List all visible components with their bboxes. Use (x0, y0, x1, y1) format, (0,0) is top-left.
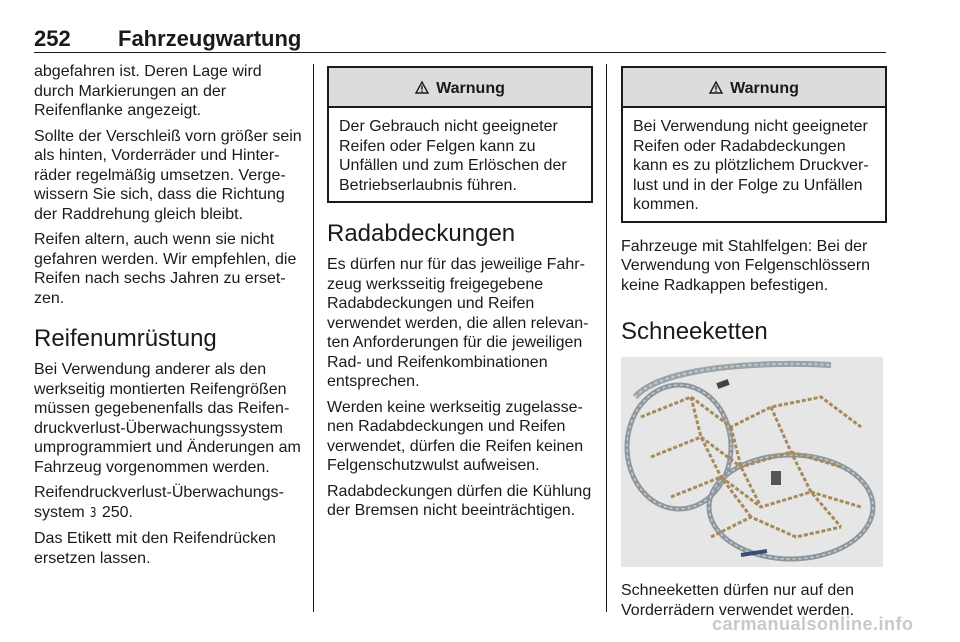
snow-chain-image (621, 357, 883, 567)
column-left (34, 62, 302, 574)
column-divider-right (606, 64, 607, 612)
warning-title: Warnung (730, 80, 799, 97)
chapter-title: Fahrzeugwartung (118, 26, 302, 51)
page-number: 252 (34, 26, 71, 51)
paragraph: Bei Verwendung anderer als den werkseitig montierten Reifengrößen müssen gegebenenfalls das Reifendruckverlust-Überwachungssystem umprogrammiert und Änderungen am Fahrzeug vorgenommen werden. (34, 361, 301, 476)
page-reference-link[interactable]: 250. (97, 503, 133, 521)
page-header (34, 26, 886, 53)
column-right (621, 62, 887, 626)
paragraph-with-reference (34, 483, 302, 523)
paragraph: Werden keine werkseitig zugelassenen Radabdeckungen und Reifen verwendet, dürfen die Reifen keinen Felgenschutzwulst aufweisen. (327, 398, 584, 474)
paragraph: Es dürfen nur für das jeweilige Fahrzeug werksseitig freigegebene Radabdeckungen und Reifen verwendet werden, die allen relevanten Anforderungen für die jeweiligen Rad- und Reifenkombinationen entsprechen. (327, 256, 589, 390)
warning-title: Warnung (436, 80, 505, 97)
warning-body (623, 108, 885, 221)
column-middle (327, 62, 593, 527)
warning-triangle-icon (415, 77, 434, 97)
warning-triangle-icon (709, 77, 728, 97)
warning-text: Der Gebrauch nicht geeigneter Reifen oder Felgen kann zu Unfällen und zum Erlöschen der Betriebserlaubnis führen. (339, 118, 567, 194)
warning-body (329, 108, 591, 201)
warning-header (623, 68, 885, 108)
paragraph-text: Reifendruckverlust-Überwachungssystem (34, 484, 284, 521)
paragraph: abgefahren ist. Deren Lage wird durch Markierungen an der Reifenflanke angezeigt. (34, 63, 262, 119)
paragraph: Radabdeckungen dürfen die Kühlung der Bremsen nicht beeinträchtigen. (327, 482, 592, 519)
warning-box (327, 66, 593, 203)
paragraph: Schneeketten dürfen nur auf den Vorderrädern verwendet werden. (621, 582, 855, 619)
column-divider-left (313, 64, 314, 612)
paragraph: Fahrzeuge mit Stahlfelgen: Bei der Verwendung von Felgenschlössern keine Radkappen befestigen. (621, 237, 871, 294)
watermark-text: carmanualsonline.info (712, 614, 914, 634)
page-reference-arrow-icon[interactable]: 3 (89, 505, 97, 521)
warning-header (329, 68, 591, 108)
paragraph: Sollte der Verschleiß vorn größer sein als hinten, Vorderräder und Hinterräder regelmäßig umsetzen. Vergewissern Sie sich, dass die Richtung der Raddrehung gleich bleibt. (34, 127, 302, 223)
section-heading-schneeketten: Schneeketten (621, 318, 768, 345)
warning-text: Bei Verwendung nicht geeigneter Reifen oder Radabdeckungen kann es zu plötzlichem Druckverlust und in der Folge zu Unfällen kommen. (633, 118, 869, 213)
section-heading-reifenumruestung: Reifenumrüstung (34, 325, 217, 352)
section-heading-radabdeckungen: Radabdeckungen (327, 220, 516, 247)
paragraph: Reifen altern, auch wenn sie nicht gefahren werden. Wir empfehlen, die Reifen nach sechs Jahren zu ersetzen. (34, 231, 297, 307)
paragraph: Das Etikett mit den Reifendrücken ersetzen lassen. (34, 530, 276, 567)
warning-box (621, 66, 887, 223)
